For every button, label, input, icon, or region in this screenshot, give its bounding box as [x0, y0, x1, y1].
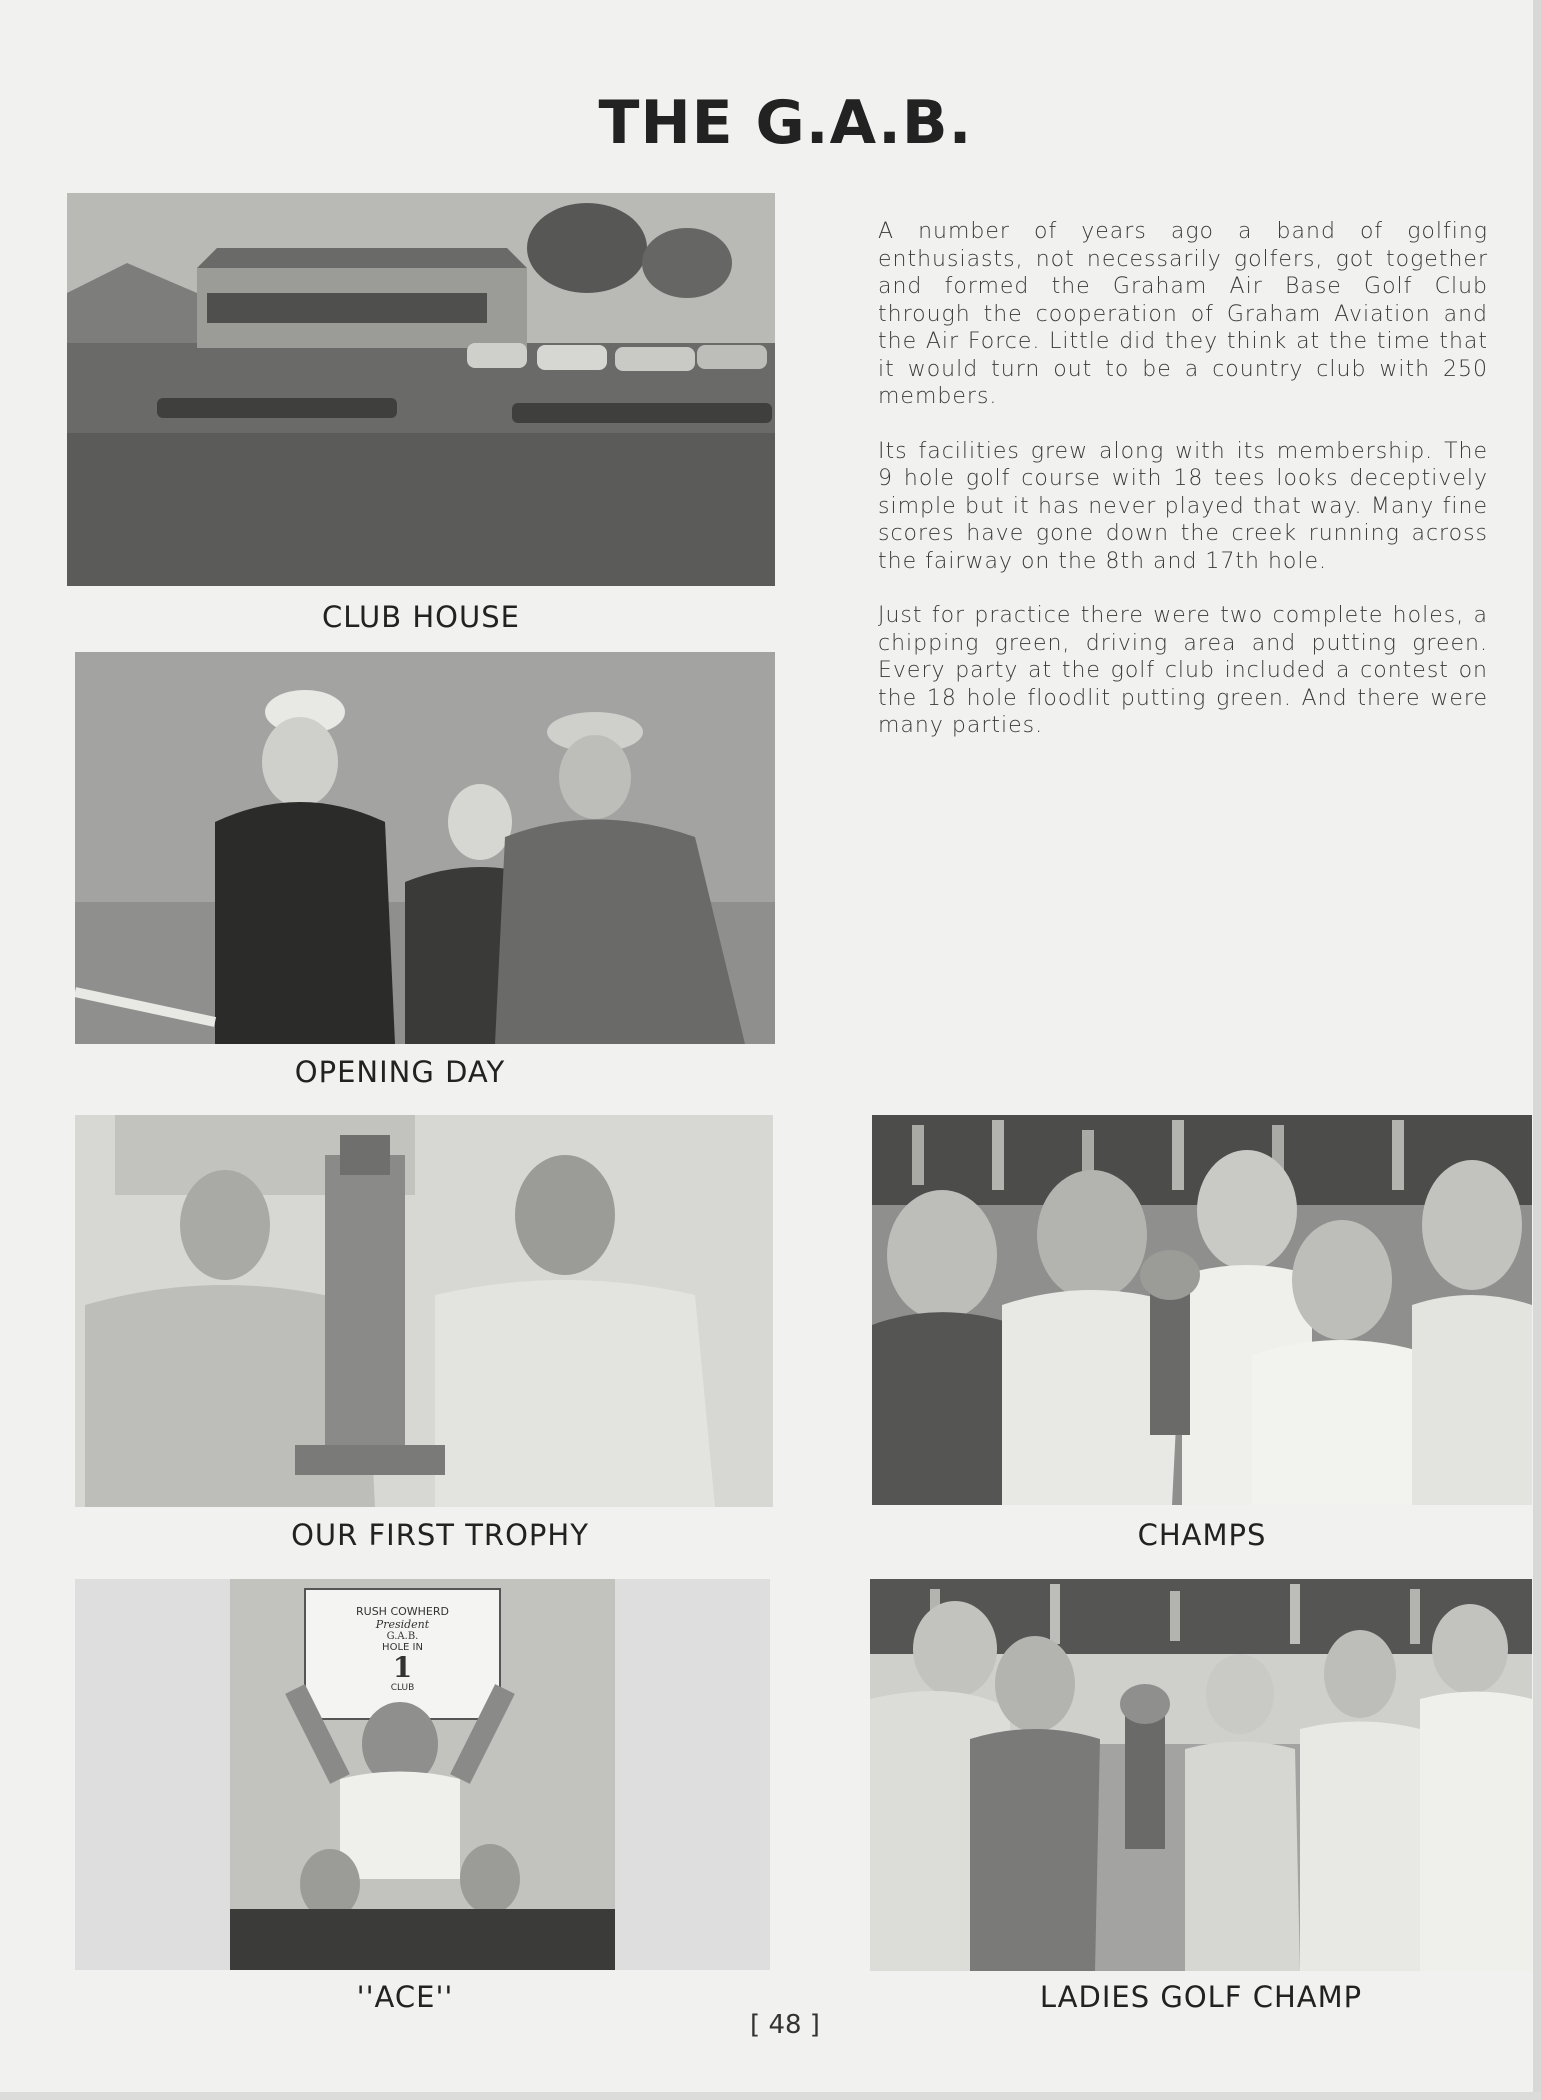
hole-in-one-sign — [305, 1589, 500, 1719]
first-trophy-caption: OUR FIRST TROPHY — [291, 1518, 589, 1552]
ladies-champ-photo — [870, 1579, 1532, 1971]
article-paragraph-1: A number of years ago a band of golfing enthusiasts, not necessarily golfers, got together and formed the Graham Air Base Golf Club through the cooperation of Graham Aviation and the Air Force. Little did they think at the time that it would turn out to be a country club with 250 members. — [878, 219, 1488, 409]
sign-name: RUSH COWHERD — [356, 1605, 449, 1618]
opening-day-caption: OPENING DAY — [294, 1055, 506, 1089]
page-edge — [1533, 0, 1541, 2100]
page-title: THE G.A.B. — [598, 88, 973, 158]
champs-caption: CHAMPS — [1137, 1518, 1267, 1552]
sign-title: President — [375, 1618, 430, 1631]
club-house-photo — [67, 193, 775, 586]
sign-club-abbr: G.A.B. — [386, 1631, 419, 1642]
page-number: [ 48 ] — [750, 2010, 820, 2040]
ladies-champ-caption: LADIES GOLF CHAMP — [1039, 1980, 1363, 2014]
ace-caption: ''ACE'' — [356, 1980, 454, 2014]
opening-day-photo — [75, 652, 775, 1044]
sign-club: CLUB — [390, 1683, 415, 1693]
club-house-caption: CLUB HOUSE — [322, 600, 520, 634]
article-paragraph-3: Just for practice there were two complete holes, a chipping green, driving area and putting green. Every party at the golf club included a contest on the 18 hole floodlit putting green. And there were many parties. — [878, 603, 1488, 738]
first-trophy-photo — [75, 1115, 773, 1507]
champs-photo — [872, 1115, 1532, 1505]
article-paragraph-2: Its facilities grew along with its membership. The 9 hole golf course with 18 tees looks deceptively simple but it has never played that way. Many fine scores have gone down the creek running across the fairway on the 8th and 17th hole. — [878, 438, 1488, 574]
sign-hole-in: HOLE IN — [382, 1642, 423, 1653]
article-text — [878, 218, 1488, 767]
sign-number: 1 — [392, 1651, 413, 1684]
page-bottom-edge — [0, 2092, 1541, 2100]
